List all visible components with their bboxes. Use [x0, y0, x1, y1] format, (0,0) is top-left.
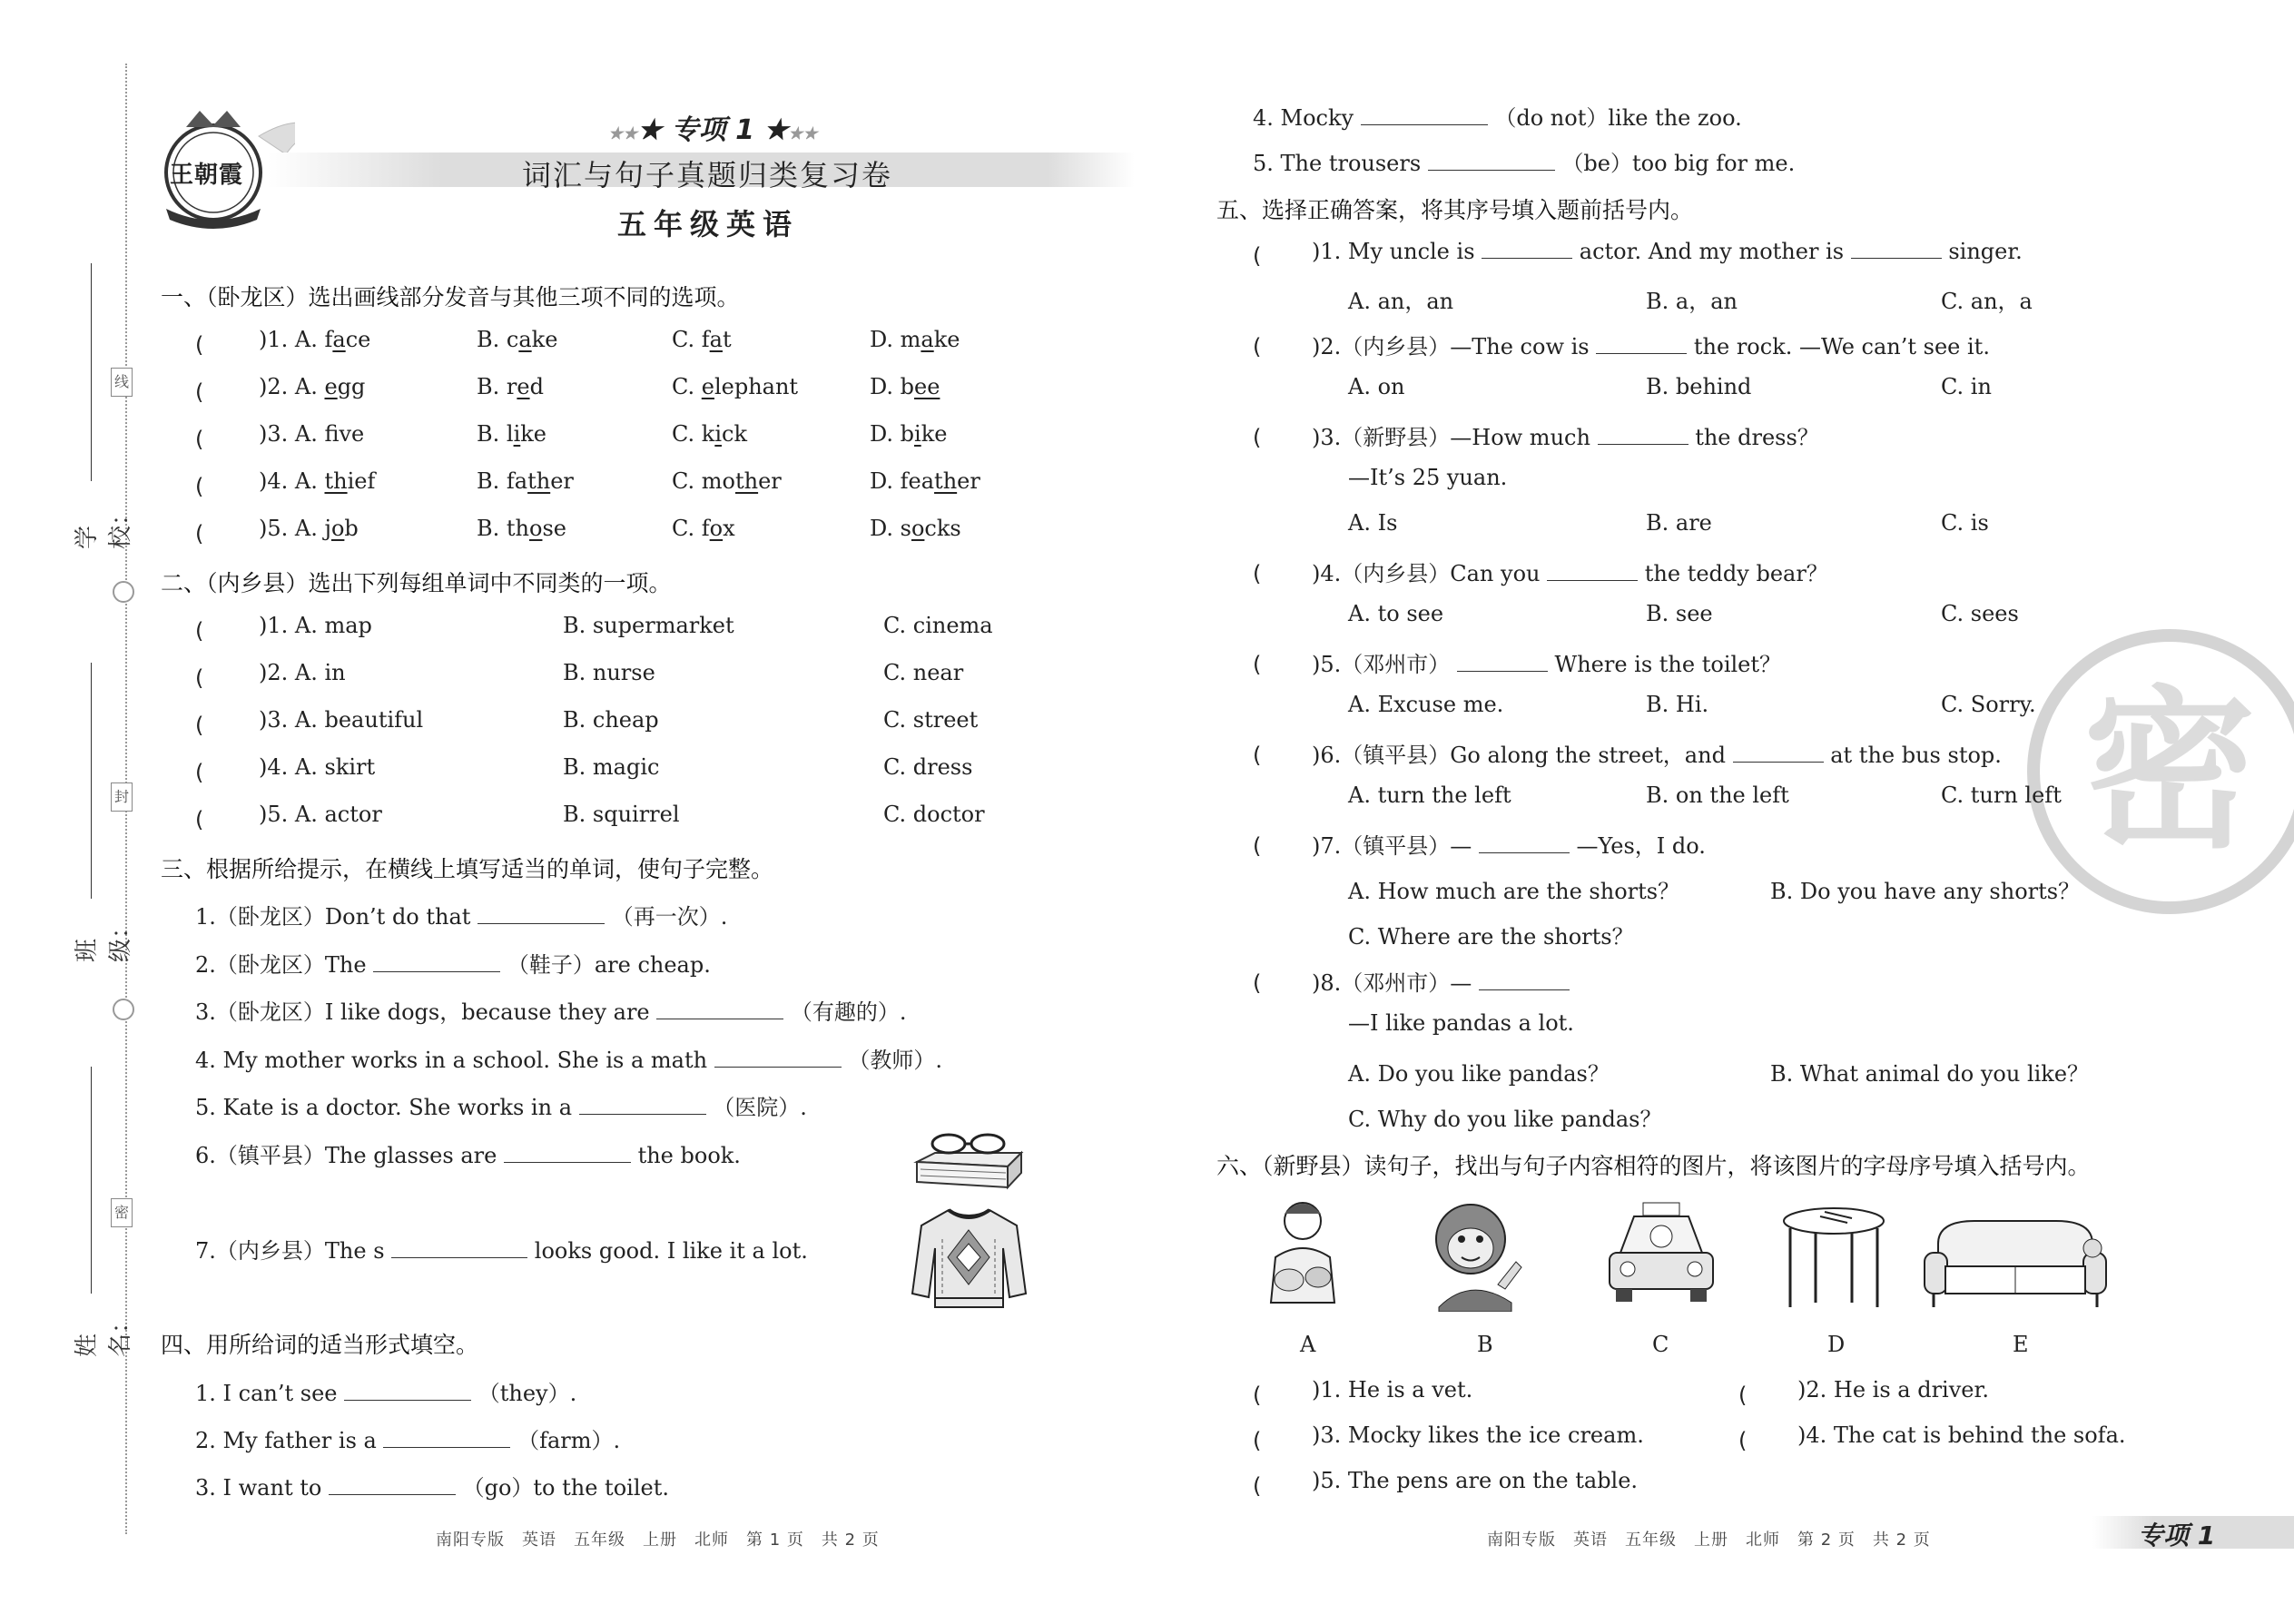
underlined-letters: a — [921, 327, 934, 352]
answer-bracket[interactable]: ( — [1253, 334, 1305, 359]
picture-label: B — [1477, 1332, 1493, 1357]
text: )8.（邓州市）— — [1312, 970, 1479, 996]
footer-left: 南阳专版 英语 五年级 上册 北师 第 1 页 共 2 页 — [436, 1530, 880, 1550]
picture-sentence: )1. He is a vet. — [1312, 1377, 1473, 1403]
option-a: A. an，an — [1348, 289, 1454, 314]
answer-blank[interactable] — [1479, 969, 1570, 990]
answer-blank[interactable] — [344, 1380, 471, 1401]
answer-blank[interactable] — [714, 1047, 842, 1068]
text: the teddy bear？ — [1644, 561, 1828, 586]
fill-sentence — [195, 1375, 576, 1407]
text: （farm）. — [510, 1428, 621, 1453]
text: 7.（内乡县）The s — [195, 1238, 392, 1264]
option-a: A. on — [1348, 374, 1405, 399]
text: C. — [672, 374, 702, 399]
picture-label: E — [2013, 1332, 2029, 1357]
text: cks — [924, 516, 961, 541]
underlined-letters: e — [324, 374, 338, 399]
option-a: A. turn the left — [1348, 782, 1511, 808]
text: at the bus stop. — [1830, 743, 2002, 768]
underlined-letters: th — [734, 468, 759, 494]
option-b: B. see — [1646, 601, 1713, 626]
option-c: C. an，a — [1941, 289, 2033, 314]
underlined-letters: e — [701, 374, 714, 399]
page-title: 词汇与句子真题归类复习卷 — [522, 158, 893, 192]
option-c: C. near — [883, 660, 964, 685]
text: er — [550, 468, 574, 494]
text: ck — [722, 421, 747, 447]
text: singer. — [1948, 239, 2023, 264]
option-c — [672, 516, 735, 541]
text: 6.（镇平县）The glasses are — [195, 1143, 504, 1168]
text: ce — [345, 327, 371, 352]
answer-bracket[interactable]: ( — [1253, 970, 1305, 996]
option-a: A. Is — [1348, 510, 1398, 536]
option-b — [477, 421, 546, 447]
option-c — [672, 468, 782, 494]
seal-mark: 封 — [111, 782, 133, 812]
text: 3. I want to — [195, 1475, 329, 1501]
question-5 — [1312, 646, 1781, 678]
option-b: B. What animal do you like？ — [1770, 1061, 2090, 1087]
option-c: C. doctor — [883, 802, 985, 827]
underlined-letters: ee — [914, 374, 940, 399]
section1-title: 一、（卧龙区）选出画线部分发音与其他三项不同的选项。 — [161, 284, 740, 310]
option-c: C. Sorry. — [1941, 692, 2036, 717]
option-c: C. dress — [883, 754, 973, 780]
answer-blank[interactable] — [1457, 651, 1548, 672]
option-a — [259, 327, 370, 352]
answer-bracket[interactable]: ( — [1253, 243, 1305, 269]
text: ke — [933, 327, 960, 352]
text: D. b — [870, 374, 915, 399]
answer-blank[interactable] — [373, 951, 500, 972]
text: se — [542, 516, 566, 541]
underlined-letters: i — [513, 421, 521, 447]
answer-blank[interactable] — [478, 903, 605, 924]
option-b: B. nurse — [563, 660, 655, 685]
text: ke — [531, 327, 558, 352]
text: )5.（邓州市） — [1312, 652, 1457, 677]
answer-bracket[interactable]: ( — [1738, 1428, 1791, 1453]
answer-blank[interactable] — [383, 1427, 510, 1448]
footer-tag: 专项 1 — [2138, 1521, 2216, 1550]
text: B. l — [477, 421, 514, 447]
text: D. m — [870, 327, 921, 352]
right-page — [1144, 0, 2294, 1624]
text: ke — [520, 421, 547, 447]
answer-bracket[interactable]: ( — [195, 474, 248, 499]
text: （有趣的）. — [783, 999, 907, 1025]
option-c: C. street — [883, 707, 979, 733]
answer-bracket[interactable]: ( — [1253, 561, 1305, 586]
option-d — [870, 516, 961, 541]
option-a: A. How much are the shorts？ — [1348, 879, 1680, 904]
text: 4. Mocky — [1253, 105, 1361, 131]
text: er — [758, 468, 782, 494]
text: （be）too big for me. — [1554, 151, 1796, 176]
text: f — [324, 327, 333, 352]
option-b: B. supermarket — [563, 613, 734, 638]
text: （do not）like the zoo. — [1487, 105, 1742, 131]
text — [1638, 561, 1645, 586]
school-label: 学校： — [74, 501, 134, 549]
option-c: C. in — [1941, 374, 1992, 399]
answer-line: —I like pandas a lot. — [1348, 1010, 1574, 1036]
answer-bracket[interactable]: ( — [1253, 652, 1305, 677]
text: )4.（内乡县）Can you — [1312, 561, 1548, 586]
question-8 — [1312, 965, 1570, 997]
fill-sentence — [195, 1470, 669, 1501]
text — [1687, 334, 1694, 359]
text: gg — [337, 374, 366, 399]
text: )2. A. — [259, 374, 325, 399]
picture-sentence: )2. He is a driver. — [1797, 1377, 1989, 1403]
table-picture — [1779, 1203, 1888, 1312]
text: ke — [921, 421, 948, 447]
text: b — [344, 516, 359, 541]
left-page — [0, 0, 1144, 1624]
text — [1570, 833, 1577, 859]
question-2 — [1312, 329, 1990, 360]
line-mark: 线 — [111, 368, 133, 397]
answer-blank[interactable] — [1547, 560, 1638, 581]
text: D. fea — [870, 468, 935, 494]
underlined-letters: th — [324, 468, 348, 494]
answer-blank[interactable] — [504, 1142, 631, 1163]
text: )4. A. — [259, 468, 325, 494]
answer-blank[interactable] — [1596, 333, 1687, 354]
fill-sentence — [1253, 145, 1795, 177]
text — [1548, 652, 1555, 677]
option-b: B. are — [1646, 510, 1712, 536]
text: 2.（卧龙区）The — [195, 952, 374, 978]
option-d — [870, 374, 940, 399]
underlined-letters: e — [517, 374, 530, 399]
taxi-picture — [1602, 1198, 1720, 1312]
option-a: A. Do you like pandas？ — [1348, 1061, 1610, 1087]
text: the book. — [630, 1143, 741, 1168]
option-c: C. Where are the shorts？ — [1348, 924, 1634, 950]
text: （医院）. — [705, 1095, 807, 1120]
text: B. fa — [477, 468, 528, 494]
underlined-letters: a — [518, 327, 532, 352]
text: actor. And my mother is — [1579, 239, 1851, 264]
option-c — [672, 374, 798, 399]
fill-sentence — [195, 1233, 808, 1265]
option-a: A. to see — [1348, 601, 1444, 626]
option-b: B. Do you have any shorts？ — [1770, 879, 2081, 904]
text: —Yes，I do. — [1576, 833, 1706, 859]
text: （教师）. — [841, 1048, 942, 1073]
fill-sentence — [195, 899, 727, 930]
sweater-image — [908, 1203, 1030, 1312]
fill-sentence — [195, 947, 711, 979]
text: ief — [347, 468, 376, 494]
answer-bracket[interactable]: ( — [1253, 1428, 1305, 1453]
answer-bracket[interactable]: ( — [1253, 743, 1305, 768]
fill-sentence — [195, 1089, 807, 1121]
answer-bracket[interactable]: ( — [195, 618, 248, 644]
section6-title: 六、（新野县）读句子，找出与句子内容相符的图片，将该图片的字母序号填入括号内。 — [1216, 1153, 2091, 1179]
option-b — [477, 468, 574, 494]
picture-sentence: )4. The cat is behind the sofa. — [1797, 1422, 2126, 1448]
series-label: ★★★ 专项 1 ★★★ — [608, 114, 818, 146]
text: the dress？ — [1695, 425, 1819, 450]
option-c: C. turn left — [1941, 782, 2062, 808]
option-c: C. is — [1941, 510, 1989, 536]
underlined-letters: o — [709, 516, 724, 541]
picture-sentence: )5. The pens are on the table. — [1312, 1468, 1639, 1493]
underlined-letters: th — [934, 468, 958, 494]
option-c — [672, 327, 732, 352]
text: the rock. —We can’t see it. — [1693, 334, 1990, 359]
option-c — [672, 421, 747, 447]
text: 3.（卧龙区）I like dogs，because they are — [195, 999, 657, 1025]
underlined-letters: i — [914, 421, 921, 447]
answer-bracket[interactable]: ( — [1738, 1383, 1791, 1408]
option-b: B. magic — [563, 754, 660, 780]
text: j — [324, 516, 331, 541]
underlined-letters: a — [709, 327, 723, 352]
underlined-letters: o — [911, 516, 925, 541]
text: 5. Kate is a doctor. She works in a — [195, 1095, 579, 1120]
section2-title: 二、（内乡县）选出下列每组单词中不同类的一项。 — [161, 570, 672, 596]
option-b — [477, 516, 566, 541]
text: )3. A. — [259, 421, 325, 447]
answer-bracket[interactable]: ( — [195, 760, 248, 785]
answer-bracket[interactable]: ( — [195, 332, 248, 358]
option-a: )4. A. skirt — [259, 754, 376, 780]
answer-blank[interactable] — [329, 1474, 456, 1495]
answer-blank[interactable] — [1361, 104, 1488, 125]
svg-text:密: 密 — [2082, 671, 2257, 871]
text: )3.（新野县）—How much — [1312, 425, 1598, 450]
text: B. c — [477, 327, 519, 352]
option-b — [477, 374, 544, 399]
answer-bracket[interactable]: ( — [195, 427, 248, 452]
answer-bracket[interactable]: ( — [195, 713, 248, 738]
text: looks good. I like it a lot. — [527, 1238, 808, 1264]
answer-blank[interactable] — [1428, 150, 1555, 171]
question-4 — [1312, 556, 1828, 587]
text: d — [529, 374, 544, 399]
answer-bracket[interactable]: ( — [195, 379, 248, 405]
option-b: B. Hi. — [1646, 692, 1709, 717]
answer-blank[interactable] — [1479, 832, 1570, 853]
text: t — [722, 327, 732, 352]
option-c: C. Why do you like pandas？ — [1348, 1107, 1662, 1132]
option-a — [259, 468, 375, 494]
text — [1572, 239, 1580, 264]
text: )5. A. — [259, 516, 325, 541]
text: )7.（镇平县）— — [1312, 833, 1479, 859]
footer-right: 南阳专版 英语 五年级 上册 北师 第 2 页 共 2 页 — [1487, 1530, 1931, 1550]
picture-sentence: )3. Mocky likes the ice cream. — [1312, 1422, 1644, 1448]
text: C. f — [672, 327, 710, 352]
text: （鞋子）are cheap. — [500, 952, 711, 978]
text: 4. My mother works in a school. She is a math — [195, 1048, 714, 1073]
series-text: 专项 1 — [671, 114, 754, 146]
answer-bracket[interactable]: ( — [1253, 1383, 1305, 1408]
option-a: )1. A. map — [259, 613, 372, 638]
underlined-letters: i — [714, 421, 722, 447]
option-a: )2. A. in — [259, 660, 346, 685]
underlined-letters: o — [529, 516, 543, 541]
answer-blank[interactable] — [1733, 742, 1824, 763]
option-b: B. on the left — [1646, 782, 1789, 808]
text: )1. My uncle is — [1312, 239, 1482, 264]
fill-sentence — [195, 994, 907, 1026]
text: （再一次）. — [605, 904, 728, 930]
page-subtitle: 五年级英语 — [617, 207, 800, 241]
fill-sentence — [195, 1042, 942, 1074]
question-7 — [1312, 828, 1706, 860]
glasses-book-image — [908, 1126, 1026, 1194]
text: )2.（内乡县）—The cow is — [1312, 334, 1597, 359]
answer-bracket[interactable]: ( — [195, 807, 248, 832]
text: Where is the toilet？ — [1554, 652, 1782, 677]
text: 1. I can’t see — [195, 1381, 345, 1406]
option-b: B. squirrel — [563, 802, 680, 827]
text: C. f — [672, 516, 710, 541]
text: （go）to the toilet. — [455, 1475, 669, 1501]
answer-blank[interactable] — [1598, 424, 1689, 445]
section5-title: 五、选择正确答案，将其序号填入题前括号内。 — [1216, 197, 1694, 223]
underlined-letters: o — [330, 516, 345, 541]
underlined-letters: th — [527, 468, 551, 494]
text: B. th — [477, 516, 529, 541]
text: D. b — [870, 421, 915, 447]
option-d — [870, 468, 980, 494]
option-d — [870, 421, 947, 447]
picture-label: A — [1300, 1332, 1316, 1357]
text: ve — [339, 421, 365, 447]
question-1 — [1312, 238, 2023, 264]
section4-title: 四、用所给词的适当形式填空。 — [161, 1332, 479, 1358]
text: （they）. — [471, 1381, 577, 1406]
text: )6.（镇平县）Go along the street，and — [1312, 743, 1733, 768]
underlined-letters: a — [332, 327, 346, 352]
picture-label: D — [1827, 1332, 1846, 1357]
brand-name: 王朝霞 — [170, 162, 244, 189]
text: f — [324, 421, 340, 447]
answer-bracket[interactable]: ( — [1253, 1473, 1305, 1499]
option-b — [477, 327, 557, 352]
text: 2. My father is a — [195, 1428, 384, 1453]
question-3 — [1312, 419, 1819, 451]
mi-mark: 密 — [111, 1198, 133, 1227]
text: 5. The trousers — [1253, 151, 1428, 176]
question-6 — [1312, 737, 2002, 769]
answer-blank[interactable] — [1482, 238, 1572, 259]
sofa-picture — [1920, 1212, 2111, 1312]
text: B. r — [477, 374, 517, 399]
answer-line: —It’s 25 yuan. — [1348, 465, 1508, 490]
fill-sentence — [195, 1422, 620, 1454]
answer-bracket[interactable]: ( — [195, 665, 248, 691]
text: C. k — [672, 421, 715, 447]
option-b: B. cheap — [563, 707, 659, 733]
option-a: )3. A. beautiful — [259, 707, 424, 733]
picture-label: C — [1652, 1332, 1669, 1357]
text: lephant — [714, 374, 799, 399]
option-c: C. cinema — [883, 613, 993, 638]
text: 1.（卧龙区）Don’t do that — [195, 904, 478, 930]
option-a — [259, 374, 365, 399]
text: x — [723, 516, 735, 541]
option-d — [870, 327, 960, 352]
section3-title: 三、根据所给提示，在横线上填写适当的单词，使句子完整。 — [161, 856, 774, 882]
answer-blank[interactable] — [579, 1094, 706, 1115]
fill-sentence — [1253, 100, 1742, 132]
answer-bracket[interactable]: ( — [1253, 833, 1305, 859]
option-a: )5. A. actor — [259, 802, 382, 827]
class-label: 班级： — [74, 914, 134, 962]
vet-picture — [1253, 1194, 1353, 1312]
monkey-picture — [1425, 1198, 1525, 1312]
option-a — [259, 421, 364, 447]
answer-blank[interactable] — [1851, 238, 1942, 259]
text: er — [957, 468, 980, 494]
answer-bracket[interactable]: ( — [1253, 425, 1305, 450]
option-a: A. Excuse me. — [1348, 692, 1504, 717]
text: )1. A. — [259, 327, 325, 352]
option-a — [259, 516, 359, 541]
name-label: 姓名： — [74, 1309, 134, 1357]
option-b: B. behind — [1646, 374, 1752, 399]
fill-sentence — [195, 1137, 741, 1169]
option-c: C. sees — [1941, 601, 2019, 626]
answer-bracket[interactable]: ( — [195, 521, 248, 546]
answer-blank[interactable] — [391, 1237, 527, 1258]
answer-blank[interactable] — [656, 999, 783, 1019]
option-b: B. a，an — [1646, 289, 1738, 314]
text: C. mo — [672, 468, 735, 494]
text: D. s — [870, 516, 911, 541]
